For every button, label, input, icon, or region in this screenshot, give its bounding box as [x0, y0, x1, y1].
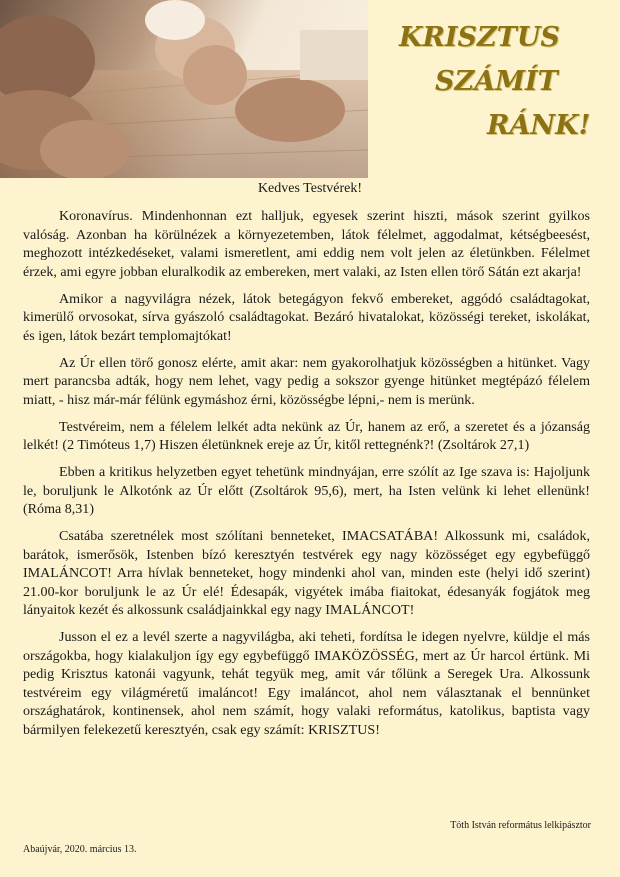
date-line: Abaújvár, 2020. március 13.: [23, 844, 137, 855]
paragraph-6: Csatába szeretnélek most szólítani benneteket, IMACSATÁBA! Alkossunk mi, családok, barátok, ismerősök, Istenben bízó keresztyén testvérek egy nagy közösséget egy egybefüggő IMALÁNCOT! Arra hívlak benneteket, hogy mindenki ahol van, minden este (helyi idő szerint) 21.00-kor boruljunk le az Úr elé! Édesapák, vigyétek imába fiaitokat, édesanyák fogjátok meg lányaitok kezét és alkossunk családjainkkal egy nagy IMALÁNCOT!: [23, 528, 590, 618]
paragraph-4: Testvéreim, nem a félelem lelkét adta nekünk az Úr, hanem az erő, a szeretet és a józanság lelkét! (2 Timóteus 1,7) Hiszen életünknek ereje az Úr, kitől rettegnénk?! (Zsoltárok 27,1): [23, 418, 590, 453]
paragraph-7: Jusson el ez a levél szerte a nagyvilágba, aki teheti, fordítsa le idegen nyelvre, küldje el más országokba, hogy kialakuljon így egy egybefüggő IMAKÖZÖSSÉG, mert az Úr harcol értünk. Mi pedig Krisztus katonái vagyunk, tehát tegyük meg, amit vár tőlünk a Seregek Ura. Alkossunk testvéreim egy világméretű imaláncot! Egy imaláncot, ahol nem választanak el bennünket országhatárok, kontinensek, ahol nem számít, hogy valaki református, katolikus, baptista vagy bármilyen felekezetű keresztyén, csak egy számít: KRISZTUS!: [23, 629, 590, 738]
headline-line-2: SZÁMÍT: [435, 66, 558, 97]
praying-hands-illustration: [0, 0, 368, 178]
paragraph-3: Az Úr ellen törő gonosz elérte, amit akar: nem gyakorolhatjuk közösségben a hitünket. Vagy mert parancsba adták, hogy nem lehet, vagy pedig a sokszor gyenge hitünket megtépázó félelem miatt, - hisz már-már félünk egymáshoz érni, közösségbe lépni,- nem is merünk.: [23, 354, 590, 408]
headline-line-3: RÁNK!: [487, 110, 591, 141]
greeting: Kedves Testvérek!: [257, 181, 363, 196]
paragraph-2: Amikor a nagyvilágra nézek, látok betegágyon fekvő embereket, aggódó családtagokat, kimerülő orvosokat, sírva gyászoló családtagokat. Bezáró hivatalokat, közösségi tereket, iskolákat, és igen, látok bezárt templomajtókat!: [23, 290, 590, 344]
headline-line-1: KRISZTUS: [399, 22, 560, 53]
paragraph-5: Ebben a kritikus helyzetben egyet tehetünk mindnyájan, erre szólít az Ige szava is: Hajoljunk le, boruljunk le Alkotónk az Úr előtt (Zsoltárok 95,6), mert, ha Isten velünk ki lehet ellenünk! (Róma 8,31): [23, 464, 590, 517]
paragraph-1: Koronavírus. Mindenhonnan ezt halljuk, egyesek szerint hiszti, mások szerint gyilkos valóság. Azonban ha körülnézek a környezetemben, látok félelmet, aggodalmat, kétségbeesést, meghozott intézkedéseket, valami ismeretlent, ami eddig nem volt jelen az életünkben. Félelmet érzek, ami egyre jobban eluralkodik az embereken, mert valaki, az Isten ellen törő Sátán ezt akarja!: [23, 208, 590, 280]
praying-hands-photo: [0, 0, 368, 178]
signature: Tóth István református lelkipásztor: [450, 820, 591, 831]
letter-body: [23, 207, 590, 748]
headline: [375, 22, 615, 152]
